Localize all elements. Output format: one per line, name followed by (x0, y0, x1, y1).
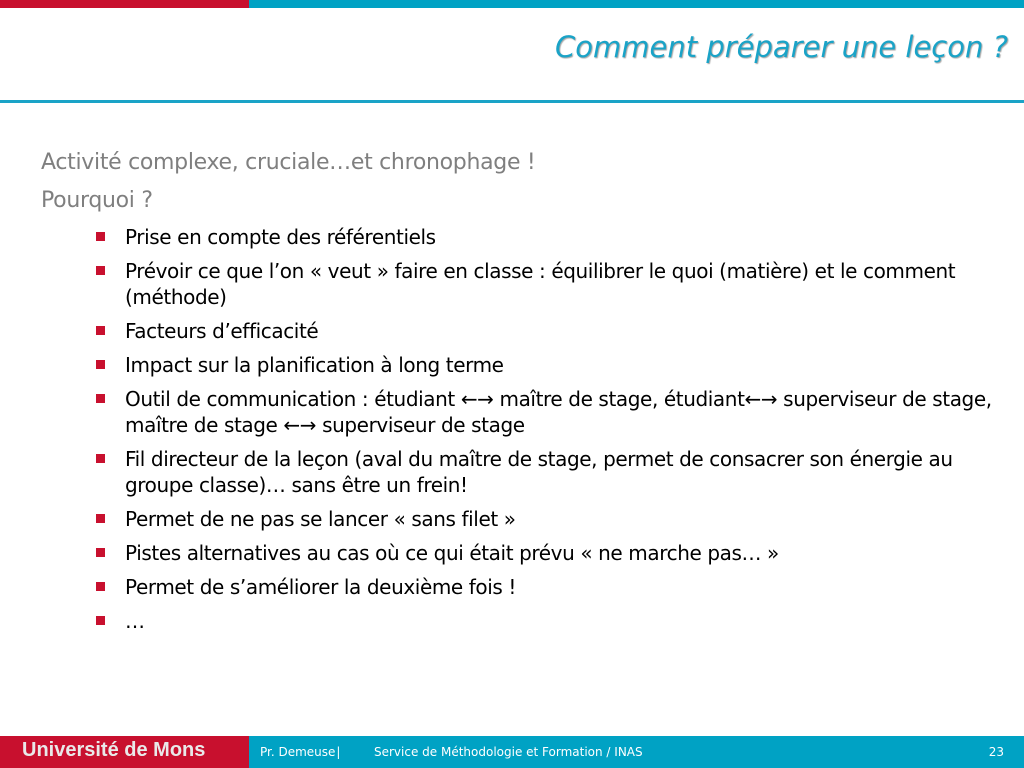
title-divider (0, 100, 1024, 103)
slide-body (41, 144, 1001, 642)
footer-author (260, 745, 340, 759)
bullet-item (125, 540, 1001, 566)
footer-service: Service de Méthodologie et Formation / INAS (374, 745, 643, 759)
author-name: Pr. Demeuse (260, 745, 336, 759)
footer-separator: | (336, 745, 341, 759)
bullet-item (125, 352, 1001, 378)
square-bullet-icon (96, 454, 105, 463)
bullet-text: Impact sur la planification à long terme (125, 353, 504, 377)
square-bullet-icon (96, 514, 105, 523)
bullet-text: Fil directeur de la leçon (aval du maître de stage, permet de consacrer son énergie au groupe classe)… sans être un frein! (125, 447, 953, 497)
page-number: 23 (988, 745, 1004, 759)
bullet-text: Permet de s’améliorer la deuxième fois ! (125, 575, 517, 599)
square-bullet-icon (96, 232, 105, 241)
slide-title: Comment préparer une leçon ? (555, 30, 1008, 64)
square-bullet-icon (96, 582, 105, 591)
square-bullet-icon (96, 326, 105, 335)
square-bullet-icon (96, 394, 105, 403)
bullet-text: Outil de communication : étudiant ←→ maître de stage, étudiant←→ superviseur de stage, maître de stage ←→ superviseur de stage (125, 387, 992, 437)
square-bullet-icon (96, 266, 105, 275)
header-accent-teal (249, 0, 1024, 8)
square-bullet-icon (96, 548, 105, 557)
bullet-item (125, 386, 1001, 438)
square-bullet-icon (96, 360, 105, 369)
bullet-item (125, 318, 1001, 344)
bullet-item (125, 574, 1001, 600)
header-accent-red (0, 0, 249, 8)
bullet-item (125, 506, 1001, 532)
bullet-item (125, 608, 1001, 634)
bullet-text: Prévoir ce que l’on « veut » faire en classe : équilibrer le quoi (matière) et le comment (méthode) (125, 259, 956, 309)
square-bullet-icon (96, 616, 105, 625)
bullet-text: Prise en compte des référentiels (125, 225, 436, 249)
bullet-text: Pistes alternatives au cas où ce qui était prévu « ne marche pas… » (125, 541, 779, 565)
bullet-text: Permet de ne pas se lancer « sans filet » (125, 507, 516, 531)
bullet-item (125, 258, 1001, 310)
university-name: Université de Mons (22, 739, 206, 761)
bullet-list (41, 224, 1001, 634)
bullet-item (125, 224, 1001, 250)
bullet-text: … (125, 609, 145, 633)
intro-line: Activité complexe, cruciale…et chronophage ! (41, 150, 536, 175)
intro-line: Pourquoi ? (41, 188, 153, 213)
bullet-text: Facteurs d’efficacité (125, 319, 319, 343)
bullet-item (125, 446, 1001, 498)
